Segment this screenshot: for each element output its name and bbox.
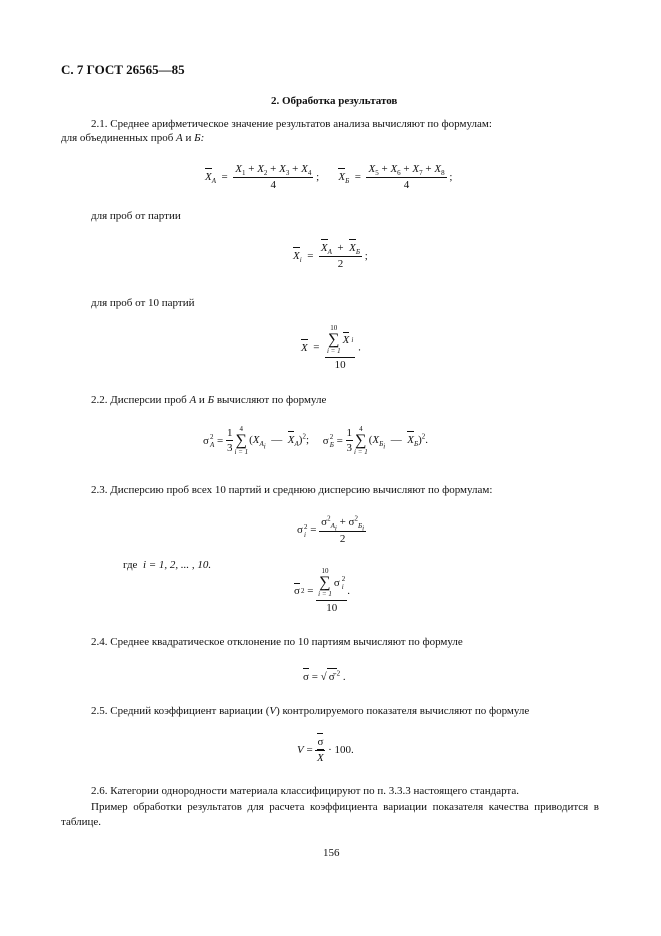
paragraph-2-2: 2.2. Дисперсии проб А и Б вычисляют по формуле (91, 394, 327, 406)
formula-mean-variance: σ 2 = 10 ∑ i = 1 σ 2 i 10 . (294, 567, 351, 614)
paragraph-2-4: 2.4. Среднее квадратическое отклонение по 10 партиям вычисляют по формуле (91, 636, 463, 648)
document-header: С. 7 ГОСТ 26565—85 (61, 62, 185, 77)
section-title: 2. Обработка результатов (271, 95, 398, 107)
paragraph-2-1-line2: для объединенных проб А и Б: (61, 132, 205, 144)
paragraph-lot: для проб от партии (91, 210, 181, 222)
paragraph-10-lots: для проб от 10 партий (91, 297, 195, 309)
formula-std-deviation: σ = √ σ̄ $^2$ . (303, 669, 346, 683)
paragraph-2-1: 2.1. Среднее арифметическое значение результатов анализа вычисляют по формулам: (91, 118, 492, 130)
formula-mean-a-b: $X_A$ = $\frac{X_1 + X_2 + X_3 + X_4}{4}$ ; $X_Б$ = $\frac{X_5 + X_6 + X_7 + X_8}{4}$ ; (205, 163, 453, 191)
paragraph-2-3: 2.3. Дисперсию проб всех 10 партий и среднюю дисперсию вычисляют по формулам: (91, 484, 493, 496)
paragraph-2-6: 2.6. Категории однородности материала классифицируют по п. 3.3.3 настоящего стандарта. (91, 785, 520, 797)
formula-lot-variance: σ 2 i = $\frac{\sigma^2_{A_i} + \sigma^2_{Б_i}}{2}$ (297, 514, 365, 545)
formula-mean-overall: X = 10 ∑ i = 1 X i 10 . (301, 324, 361, 371)
formula-mean-lot: $X_i$ = $\frac{X_A + X_Б}{2}$ ; (293, 242, 368, 270)
formula-variation: V = $\frac{\sigma}{X}$ · 100. (297, 736, 354, 764)
formula-variances: σ 2 A = $\frac{1}{3}$ 4 ∑ i = 1 ($X_{A_i}$ — $X_A)^2$; σ 2 Б = $\frac{1}{3}$ 4 ∑ i = 1 ($X_{Б_i}$ — $X_Б)^2$. (203, 425, 429, 456)
where-clause: где i = 1, 2, ... , 10. (123, 559, 212, 571)
paragraph-2-6-example: Пример обработки результатов для расчета коэффициента вариации показателя качества приводится в таблице. (61, 801, 599, 828)
paragraph-2-5: 2.5. Средний коэффициент вариации (V) контролируемого показателя вычисляют по формуле (91, 705, 530, 717)
page-number: 156 (323, 847, 340, 859)
